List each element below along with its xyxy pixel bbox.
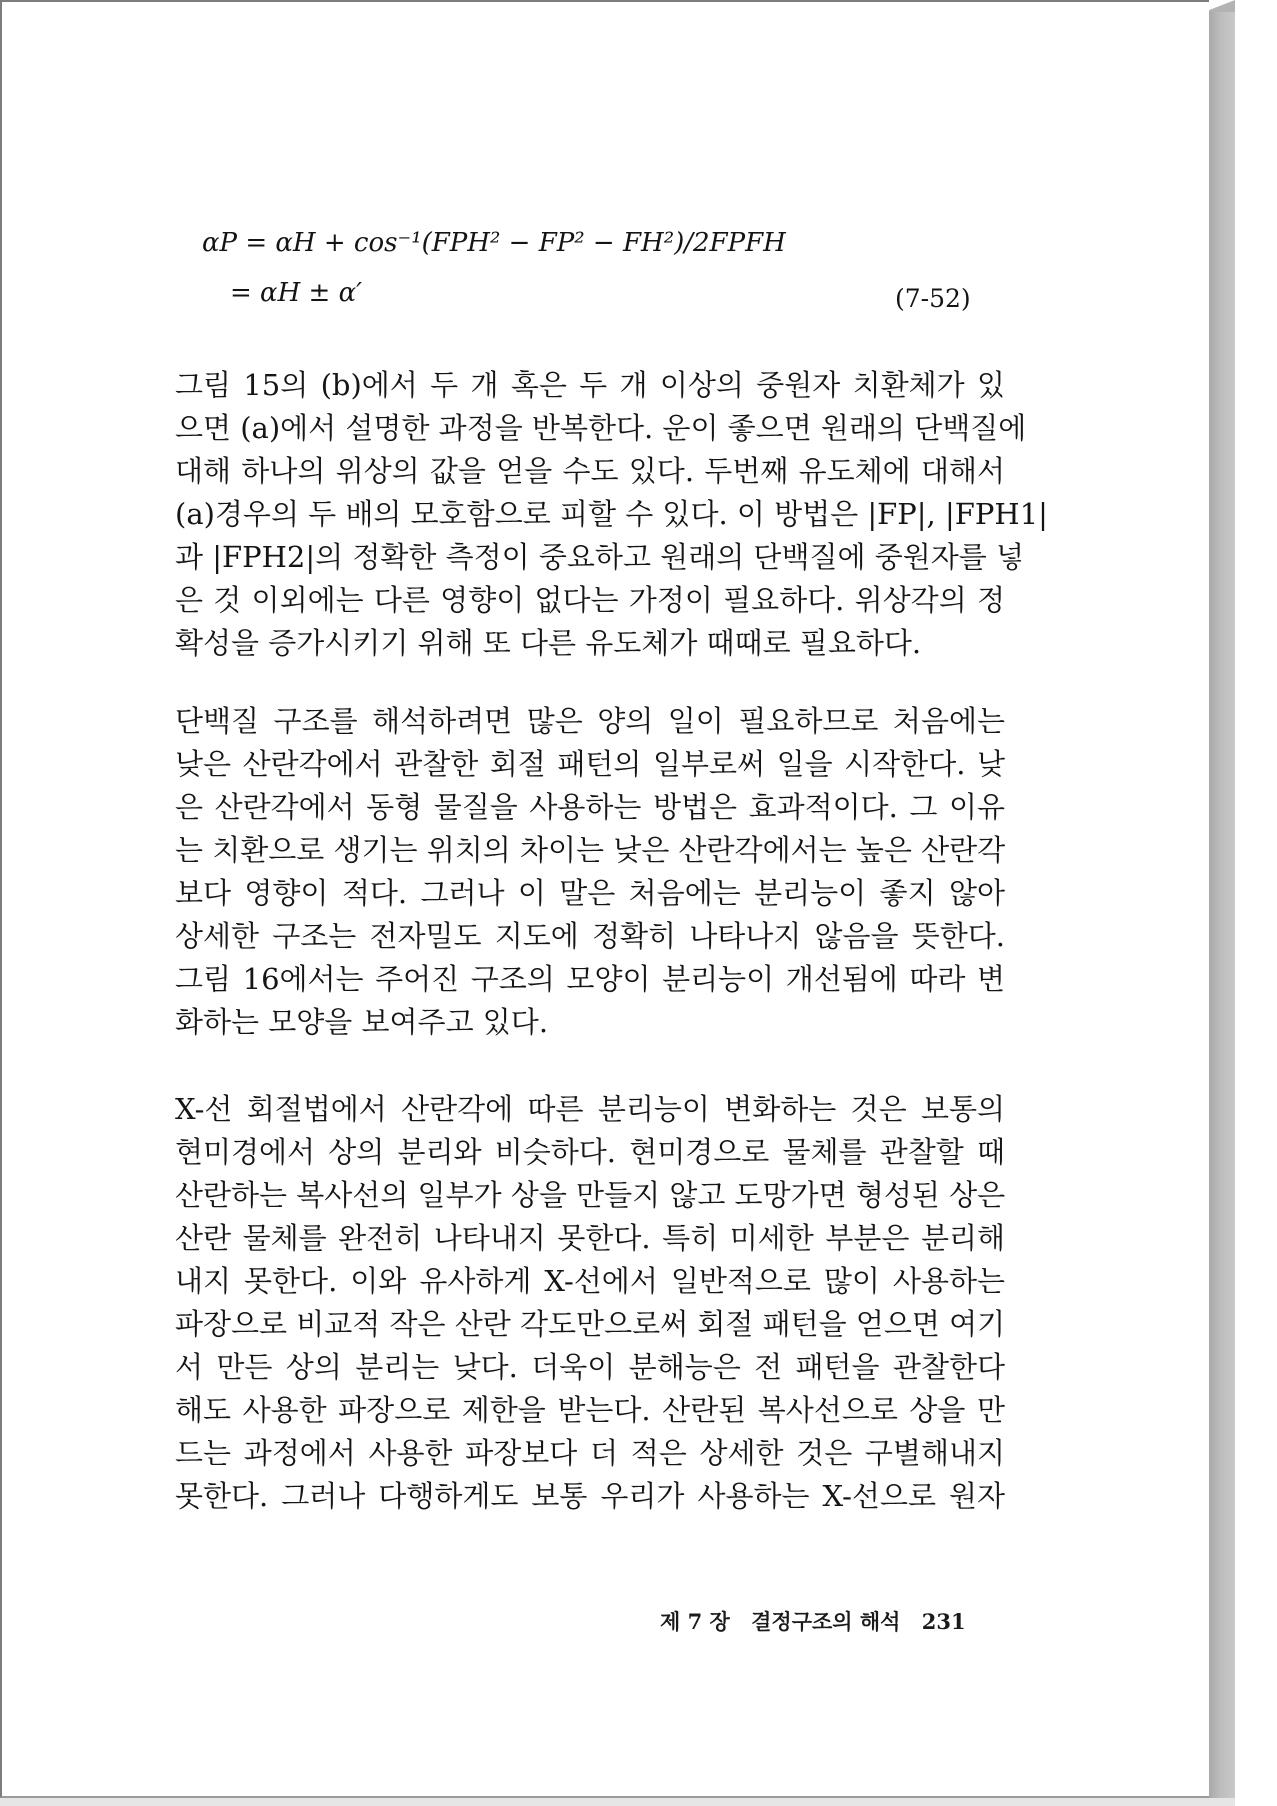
equation-number: (7-52) xyxy=(895,284,971,313)
text-line: 해도 사용한 파장으로 제한을 받는다. 산란된 복사선으로 상을 만 xyxy=(175,1393,1005,1427)
chapter-title: 결정구조의 해석 xyxy=(751,1609,901,1634)
text-line: 은 산란각에서 동형 물질을 사용하는 방법은 효과적이다. 그 이유 xyxy=(175,790,1005,824)
text-line: 드는 과정에서 사용한 파장보다 더 적은 상세한 것은 구별해내지 xyxy=(175,1436,1005,1470)
text-line: 으면 (a)에서 설명한 과정을 반복한다. 운이 좋으면 원래의 단백질에 xyxy=(175,411,1027,445)
text-line: 내지 못한다. 이와 유사하게 X-선에서 일반적으로 많이 사용하는 xyxy=(175,1264,1005,1298)
text-line: 파장으로 비교적 작은 산란 각도만으로써 회절 패턴을 얻으면 여기 xyxy=(175,1307,1006,1341)
page-edge-shadow xyxy=(1209,12,1235,1806)
paragraph-2 xyxy=(175,700,1005,1044)
text-line: 단백질 구조를 해석하려면 많은 양의 일이 필요하므로 처음에는 xyxy=(175,704,1005,738)
text-line: 그림 16에서는 주어진 구조의 모양이 분리능이 개선됨에 따라 변 xyxy=(175,962,1005,996)
text-line: 그림 15의 (b)에서 두 개 혹은 두 개 이상의 중원자 치환체가 있 xyxy=(175,368,1005,402)
text-line: 서 만든 상의 분리는 낮다. 더욱이 분해능은 전 패턴을 관찰한다 xyxy=(175,1350,1005,1384)
text-line: 확성을 증가시키기 위해 또 다른 유도체가 때때로 필요하다. xyxy=(175,626,922,660)
text-line: 낮은 산란각에서 관찰한 회절 패턴의 일부로써 일을 시작한다. 낮 xyxy=(175,747,1005,781)
paragraph-3 xyxy=(175,1088,1005,1518)
text-line: 현미경에서 상의 분리와 비슷하다. 현미경으로 물체를 관찰할 때 xyxy=(175,1135,1005,1169)
text-line: 은 것 이외에는 다른 영향이 없다는 가정이 필요하다. 위상각의 정 xyxy=(175,583,1005,617)
page-edge-bottom xyxy=(0,1798,1235,1806)
chapter-label: 제 7 장 xyxy=(660,1609,730,1634)
text-line: 보다 영향이 적다. 그러나 이 말은 처음에는 분리능이 좋지 않아 xyxy=(175,876,1005,910)
text-line: 대해 하나의 위상의 값을 얻을 수도 있다. 두번째 유도체에 대해서 xyxy=(175,454,1005,488)
text-line: 산란하는 복사선의 일부가 상을 만들지 않고 도망가면 형성된 상은 xyxy=(175,1178,1006,1212)
text-line: 는 치환으로 생기는 위치의 차이는 낮은 산란각에서는 높은 산란각 xyxy=(175,833,1006,867)
page-footer xyxy=(660,1606,980,1636)
text-line: 못한다. 그러나 다행하게도 보통 우리가 사용하는 X-선으로 원자 xyxy=(175,1479,1005,1513)
text-line: 산란 물체를 완전히 나타내지 못한다. 특히 미세한 부분은 분리해 xyxy=(175,1221,1005,1255)
text-line: 화하는 모양을 보여주고 있다. xyxy=(175,1005,549,1039)
page-number: 231 xyxy=(921,1609,966,1634)
text-line: 과 |FPH2|의 정확한 측정이 중요하고 원래의 단백질에 중원자를 넣 xyxy=(175,540,1024,574)
text-line: X-선 회절법에서 산란각에 따른 분리능이 변화하는 것은 보통의 xyxy=(175,1092,1005,1126)
text-line: 상세한 구조는 전자밀도 지도에 정확히 나타나지 않음을 뜻한다. xyxy=(175,919,1005,953)
equation-line-2: = αH ± α′ xyxy=(230,278,363,308)
paragraph-1 xyxy=(175,364,1048,665)
equation-line-1: αP = αH + cos⁻¹(FPH² − FP² − FH²)/2FPFH xyxy=(202,228,786,258)
text-line: (a)경우의 두 배의 모호함으로 피할 수 있다. 이 방법은 |FP|, |FPH1| xyxy=(175,497,1048,531)
